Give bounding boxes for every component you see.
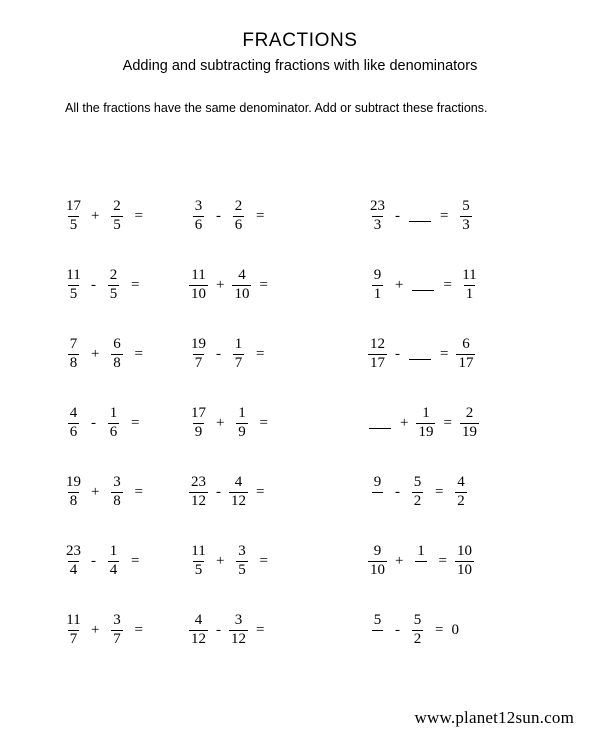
right-operand-fraction: [415, 406, 436, 441]
right-operand-fraction: [228, 337, 249, 372]
plus-operator: +: [400, 415, 409, 431]
minus-operator: -: [216, 622, 221, 638]
left-operand-fraction: [367, 199, 388, 234]
problem-row: [0, 320, 600, 389]
problem-r5c2: [170, 458, 350, 527]
left-operand-numerator: 5: [373, 612, 382, 629]
right-operand-denominator: 10: [234, 286, 250, 302]
left-operand-denominator: 5: [194, 562, 203, 578]
minus-operator: -: [216, 484, 221, 500]
plus-operator: +: [216, 277, 225, 293]
right-operand-fraction-blank-denominator[interactable]: [410, 544, 431, 579]
right-operand-numerator: 2: [113, 198, 121, 215]
right-operand-numerator: 2: [109, 267, 118, 284]
expression: [188, 475, 271, 510]
expression: [63, 544, 146, 579]
left-operand-fraction: [367, 544, 388, 579]
right-operand-fraction: [231, 544, 252, 579]
equals-sign: =: [256, 208, 265, 224]
plus-operator: +: [395, 277, 404, 293]
right-operand-fraction: [103, 544, 124, 579]
left-operand-numerator: 12: [370, 336, 385, 353]
expression: [188, 613, 271, 648]
minus-operator: -: [395, 622, 400, 638]
result-fraction: [459, 268, 480, 303]
equals-sign: =: [134, 346, 143, 362]
equals-sign: =: [443, 277, 452, 293]
right-operand-blank[interactable]: [409, 350, 431, 360]
plus-operator: +: [91, 622, 100, 638]
expression: [63, 337, 150, 372]
result-value: 0: [451, 622, 459, 638]
right-operand-numerator: 3: [113, 474, 121, 491]
problem-row: [0, 251, 600, 320]
left-operand-numerator: 17: [66, 198, 81, 215]
left-operand-denominator: 5: [69, 286, 78, 302]
left-operand-fraction: [63, 613, 84, 648]
equals-sign: =: [440, 208, 449, 224]
result-denominator: 1: [465, 286, 474, 302]
problem-row: [0, 389, 600, 458]
footer-url: www.planet12sun.com: [414, 708, 574, 727]
expression: [188, 544, 275, 579]
left-operand-denominator: 7: [194, 355, 203, 371]
left-operand-numerator: 17: [191, 405, 206, 422]
result-denominator: 2: [457, 493, 465, 509]
left-operand-denominator: 9: [194, 424, 203, 440]
expression: [367, 475, 471, 510]
right-operand-denominator: 8: [113, 355, 121, 371]
expression: [367, 268, 480, 303]
left-operand-denominator: 8: [69, 355, 78, 371]
result-fraction: [459, 406, 480, 441]
right-operand-fraction: [231, 268, 252, 303]
left-operand-numerator: 23: [370, 198, 385, 215]
right-operand-fraction: [103, 406, 124, 441]
right-operand-denominator: 7: [234, 355, 243, 371]
left-operand-fraction: [367, 268, 388, 303]
left-operand-numerator: 7: [69, 336, 78, 353]
left-operand-numerator: 19: [66, 474, 81, 491]
result-numerator: 4: [457, 474, 465, 491]
problem-r1c1: [0, 182, 170, 251]
left-operand-blank[interactable]: [369, 419, 391, 429]
right-operand-fraction: [103, 268, 124, 303]
problem-r7c1: [0, 596, 170, 665]
left-operand-fraction: [188, 475, 209, 510]
right-operand-blank[interactable]: [409, 212, 431, 222]
result-numerator: 2: [465, 405, 474, 422]
equals-sign: =: [131, 415, 140, 431]
expression: [63, 613, 150, 648]
left-operand-denominator: [372, 492, 384, 510]
equals-sign: =: [259, 553, 268, 569]
page-subtitle: Adding and subtracting fractions with like denominators: [122, 57, 478, 74]
equals-sign: =: [438, 553, 447, 569]
left-operand-denominator: 12: [191, 631, 206, 647]
problem-row: [0, 458, 600, 527]
expression: [188, 268, 275, 303]
left-operand-fraction: [188, 544, 209, 579]
right-operand-fraction: [106, 475, 127, 510]
right-operand-denominator: 7: [113, 631, 121, 647]
right-operand-numerator: 1: [234, 336, 243, 353]
left-operand-denominator: 7: [69, 631, 78, 647]
right-operand-denominator: [415, 561, 427, 579]
minus-operator: -: [91, 553, 96, 569]
result-fraction: [455, 337, 476, 372]
problem-r4c2: [170, 389, 350, 458]
right-operand-numerator: 4: [234, 474, 243, 491]
right-operand-denominator: 19: [418, 424, 434, 440]
left-operand-denominator: 5: [69, 217, 78, 233]
right-operand-denominator: 5: [238, 562, 246, 578]
left-operand-numerator: 9: [373, 267, 382, 284]
expression: [188, 199, 271, 234]
left-operand-fraction-blank-denominator[interactable]: [367, 475, 388, 510]
problem-row: [0, 596, 600, 665]
left-operand-denominator: 3: [373, 217, 382, 233]
result-denominator: 17: [458, 355, 474, 371]
problem-r6c1: [0, 527, 170, 596]
right-operand-numerator: 1: [422, 405, 430, 422]
equals-sign: =: [435, 484, 444, 500]
left-operand-numerator: 9: [373, 543, 382, 560]
expression: [63, 268, 146, 303]
expression: [367, 544, 475, 579]
left-operand-numerator: 11: [66, 267, 81, 284]
left-operand-fraction: [63, 475, 84, 510]
right-operand-numerator: 3: [113, 612, 121, 629]
left-operand-fraction: [63, 406, 84, 441]
right-operand-fraction: [407, 613, 428, 648]
equals-sign: =: [443, 415, 452, 431]
equals-sign: =: [440, 346, 449, 362]
right-operand-numerator: 3: [234, 612, 243, 629]
left-operand-fraction: [188, 337, 209, 372]
left-operand-denominator: 4: [69, 562, 78, 578]
expression: [367, 199, 476, 234]
left-operand-numerator: 19: [191, 336, 206, 353]
page-title: FRACTIONS: [242, 30, 358, 51]
right-operand-numerator: 5: [413, 612, 422, 629]
left-operand-denominator: 10: [370, 562, 385, 578]
right-operand-numerator: 2: [234, 198, 243, 215]
left-operand-denominator: 12: [191, 493, 206, 509]
right-operand-denominator: 8: [113, 493, 121, 509]
result-fraction: [454, 544, 475, 579]
result-numerator: 11: [462, 267, 477, 284]
problem-r7c3: [350, 596, 600, 665]
equals-sign: =: [259, 415, 268, 431]
result-fraction: [450, 475, 471, 510]
right-operand-numerator: 6: [113, 336, 121, 353]
left-operand-fraction: [367, 337, 388, 372]
problem-r3c2: [170, 320, 350, 389]
expression: [188, 337, 271, 372]
equals-sign: =: [256, 484, 265, 500]
left-operand-fraction: [188, 613, 209, 648]
equals-sign: =: [131, 277, 140, 293]
left-operand-fraction: [63, 268, 84, 303]
expression: [367, 406, 480, 441]
minus-operator: -: [395, 484, 400, 500]
equals-sign: =: [256, 346, 265, 362]
expression: [63, 199, 150, 234]
problem-grid: [0, 182, 600, 665]
problem-r3c1: [0, 320, 170, 389]
worksheet-header: [0, 0, 600, 115]
left-operand-fraction: [188, 268, 209, 303]
left-operand-numerator: 9: [373, 474, 382, 491]
expression: [63, 406, 146, 441]
right-operand-denominator: 4: [109, 562, 118, 578]
expression: [63, 475, 150, 510]
right-operand-numerator: 1: [109, 543, 118, 560]
right-operand-numerator: 4: [238, 267, 246, 284]
problem-r6c2: [170, 527, 350, 596]
left-operand-denominator: 6: [194, 217, 203, 233]
right-operand-denominator: 9: [238, 424, 246, 440]
right-operand-denominator: 6: [234, 217, 243, 233]
problem-r3c3: [350, 320, 600, 389]
equals-sign: =: [134, 622, 143, 638]
equals-sign: =: [259, 277, 268, 293]
right-operand-blank[interactable]: [412, 281, 434, 291]
right-operand-denominator: 12: [231, 493, 246, 509]
right-operand-fraction: [106, 199, 127, 234]
right-operand-fraction: [407, 475, 428, 510]
right-operand-fraction: [106, 613, 127, 648]
left-operand-denominator: 17: [370, 355, 385, 371]
left-operand-numerator: 23: [66, 543, 81, 560]
left-operand-fraction: [188, 199, 209, 234]
left-operand-fraction: [63, 544, 84, 579]
left-operand-numerator: 3: [194, 198, 203, 215]
problem-row: [0, 527, 600, 596]
left-operand-fraction: [63, 337, 84, 372]
plus-operator: +: [216, 553, 225, 569]
left-operand-denominator: 6: [69, 424, 78, 440]
expression: [188, 406, 275, 441]
left-operand-numerator: 4: [194, 612, 203, 629]
left-operand-fraction-blank-denominator[interactable]: [367, 613, 388, 648]
minus-operator: -: [216, 208, 221, 224]
left-operand-numerator: 11: [66, 612, 81, 629]
right-operand-denominator: 5: [109, 286, 118, 302]
problem-r2c1: [0, 251, 170, 320]
problem-r6c3: [350, 527, 600, 596]
right-operand-denominator: 2: [413, 493, 422, 509]
left-operand-denominator: 1: [373, 286, 382, 302]
left-operand-numerator: 11: [191, 543, 206, 560]
left-operand-denominator: 10: [191, 286, 206, 302]
expression: [367, 337, 476, 372]
right-operand-numerator: 1: [417, 543, 425, 560]
minus-operator: -: [395, 208, 400, 224]
left-operand-denominator: [372, 630, 384, 648]
left-operand-numerator: 23: [191, 474, 206, 491]
equals-sign: =: [134, 484, 143, 500]
right-operand-denominator: 6: [109, 424, 118, 440]
result-denominator: 3: [462, 217, 470, 233]
minus-operator: -: [395, 346, 400, 362]
problem-r2c3: [350, 251, 600, 320]
right-operand-denominator: 5: [113, 217, 121, 233]
right-operand-fraction: [228, 475, 249, 510]
equals-sign: =: [435, 622, 444, 638]
result-numerator: 10: [456, 543, 472, 560]
plus-operator: +: [91, 484, 100, 500]
left-operand-numerator: 11: [191, 267, 206, 284]
right-operand-fraction: [231, 406, 252, 441]
right-operand-numerator: 1: [109, 405, 118, 422]
result-numerator: 5: [462, 198, 470, 215]
problem-r4c3: [350, 389, 600, 458]
minus-operator: -: [91, 277, 96, 293]
plus-operator: +: [216, 415, 225, 431]
problem-r1c3: [350, 182, 600, 251]
left-operand-fraction: [188, 406, 209, 441]
left-operand-fraction: [63, 199, 84, 234]
right-operand-fraction: [106, 337, 127, 372]
instruction-text: All the fractions have the same denominator. Add or subtract these fractions.: [65, 101, 488, 116]
result-denominator: 19: [461, 424, 477, 440]
right-operand-denominator: 2: [413, 631, 422, 647]
left-operand-numerator: 4: [69, 405, 78, 422]
plus-operator: +: [91, 208, 100, 224]
result-denominator: 10: [456, 562, 472, 578]
result-fraction: [455, 199, 476, 234]
plus-operator: +: [395, 553, 404, 569]
right-operand-numerator: 1: [238, 405, 246, 422]
problem-r5c3: [350, 458, 600, 527]
right-operand-numerator: 3: [238, 543, 246, 560]
minus-operator: -: [91, 415, 96, 431]
problem-r7c2: [170, 596, 350, 665]
right-operand-fraction: [228, 199, 249, 234]
right-operand-denominator: 12: [231, 631, 246, 647]
problem-r4c1: [0, 389, 170, 458]
left-operand-denominator: 8: [69, 493, 78, 509]
expression: [367, 613, 459, 648]
problem-r5c1: [0, 458, 170, 527]
result-numerator: 6: [462, 336, 470, 353]
equals-sign: =: [134, 208, 143, 224]
right-operand-numerator: 5: [413, 474, 422, 491]
equals-sign: =: [131, 553, 140, 569]
problem-r2c2: [170, 251, 350, 320]
problem-row: [0, 182, 600, 251]
minus-operator: -: [216, 346, 221, 362]
right-operand-fraction: [228, 613, 249, 648]
problem-r1c2: [170, 182, 350, 251]
plus-operator: +: [91, 346, 100, 362]
equals-sign: =: [256, 622, 265, 638]
